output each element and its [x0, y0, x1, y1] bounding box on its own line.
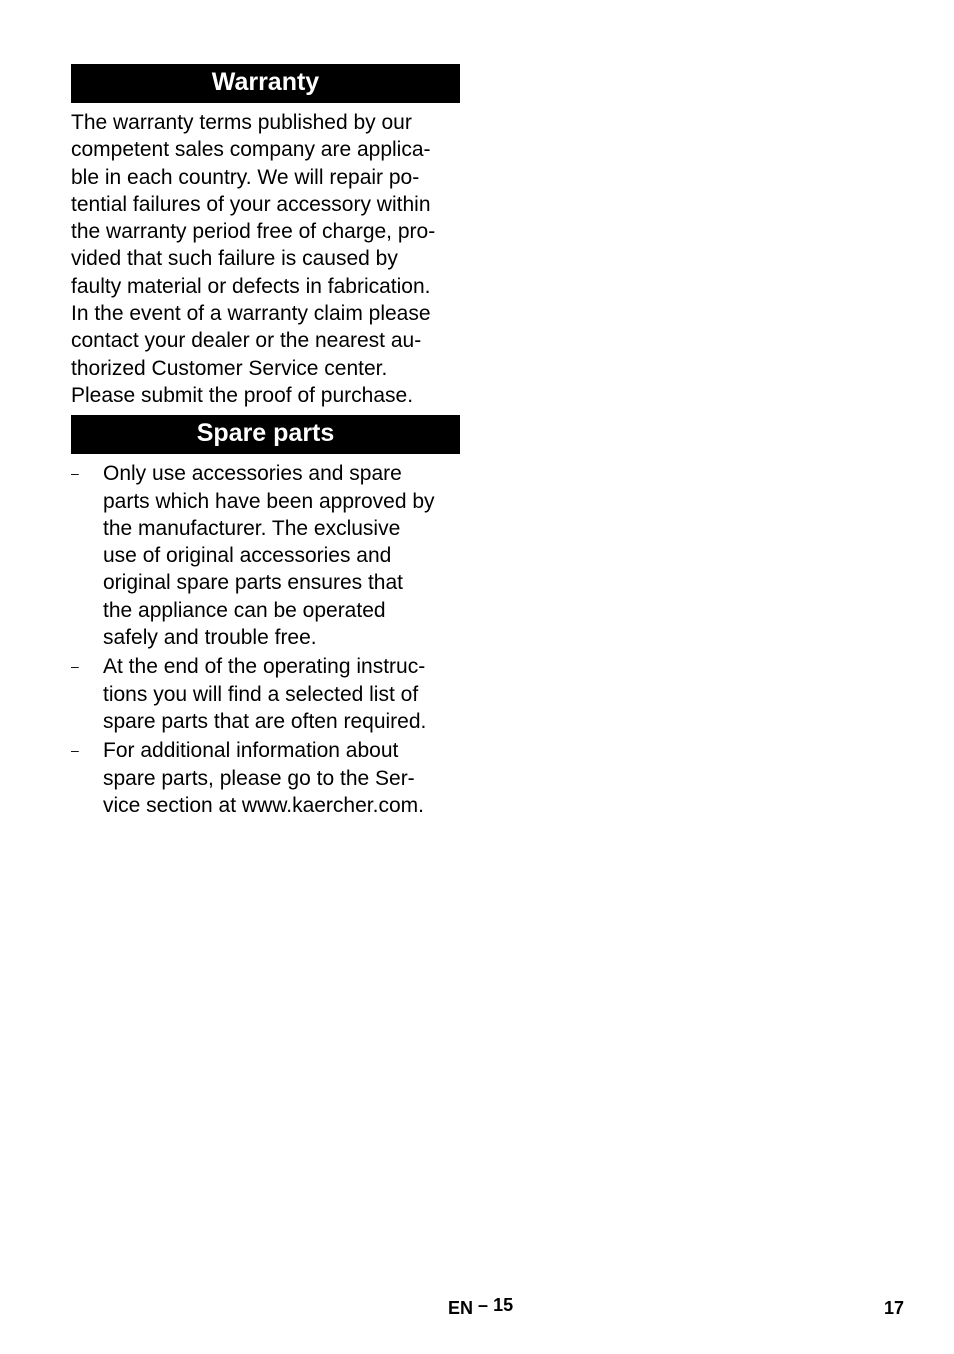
footer-separator: – [478, 1295, 489, 1315]
spare-parts-list [71, 460, 460, 819]
warranty-line: contact your dealer or the nearest au- [71, 329, 422, 353]
list-item [71, 460, 460, 651]
list-item-line: spare parts that are often required. [103, 709, 427, 733]
warranty-line: competent sales company are applica- [71, 138, 431, 162]
list-item-line: Only use accessories and spare [103, 462, 402, 486]
page-number: 17 [884, 1298, 905, 1318]
list-item-line: the manufacturer. The exclusive [103, 516, 401, 540]
bullet-dash: – [71, 465, 79, 482]
warranty-heading: Warranty [71, 64, 460, 103]
list-item-line: use of original accessories and [103, 544, 392, 568]
warranty-line: In the event of a warranty claim please [71, 302, 431, 326]
list-item-line: tions you will find a selected list of [103, 682, 419, 706]
warranty-line: vided that such failure is caused by [71, 247, 398, 271]
warranty-line: faulty material or defects in fabrication. [71, 274, 431, 298]
footer-section-marker [448, 1295, 514, 1319]
spare-parts-heading: Spare parts [71, 415, 460, 454]
content-column [71, 64, 460, 821]
warranty-paragraph [71, 109, 460, 409]
footer-section-page: 15 [493, 1295, 514, 1315]
warranty-line: Please submit the proof of purchase. [71, 383, 414, 407]
bullet-dash: – [71, 742, 79, 759]
warranty-line: ble in each country. We will repair po- [71, 165, 420, 189]
warranty-line: thorized Customer Service center. [71, 356, 388, 380]
list-item-line: vice section at www.kaercher.com. [103, 793, 424, 817]
list-item-line: original spare parts ensures that [103, 571, 403, 595]
list-item-line: safely and trouble free. [103, 626, 317, 650]
list-item-line: At the end of the operating instruc- [103, 655, 426, 679]
bullet-dash: – [71, 658, 79, 675]
list-item [71, 653, 460, 735]
list-item [71, 737, 460, 819]
warranty-line: the warranty period free of charge, pro- [71, 220, 436, 244]
list-item-line: parts which have been approved by [103, 489, 435, 513]
list-item-line: the appliance can be operated [103, 598, 386, 622]
list-item-line: spare parts, please go to the Ser- [103, 766, 415, 790]
warranty-line: The warranty terms published by our [71, 111, 412, 134]
footer-language: EN [448, 1298, 474, 1318]
list-item-line: For additional information about [103, 739, 399, 763]
warranty-line: tential failures of your accessory within [71, 192, 431, 216]
